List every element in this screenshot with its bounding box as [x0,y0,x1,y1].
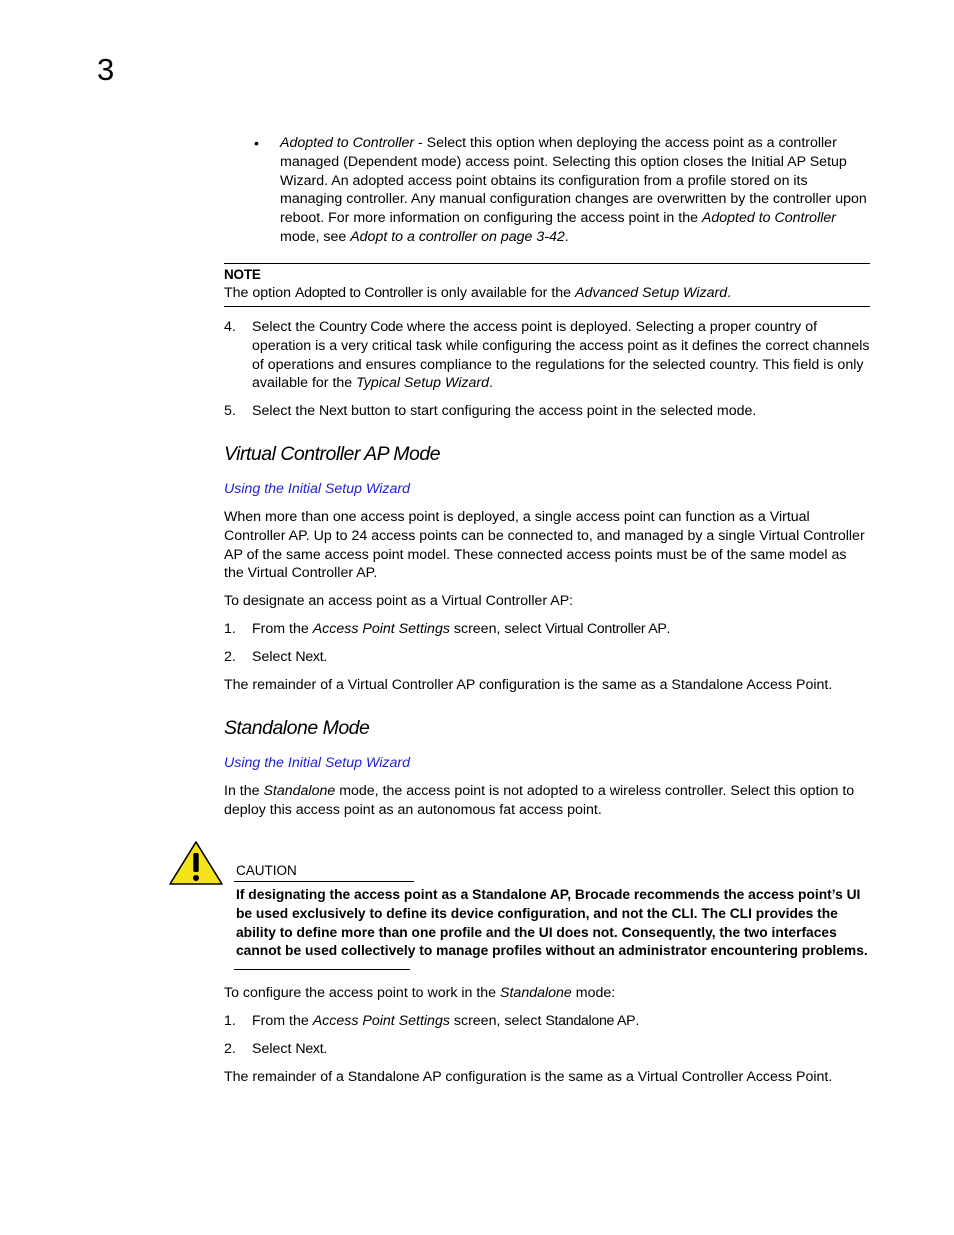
bullet-term: Adopted to Controller [280,135,415,151]
step-number: 4. [224,319,236,335]
standalone-step-next: Select Next. [252,1041,328,1057]
virtual-step-select: From the Access Point Settings screen, select Virtual Controller AP. [252,621,671,637]
link-initial-setup-wizard[interactable]: Using the Initial Setup Wizard [224,481,410,497]
note-bottom-rule [224,306,870,307]
standalone-para-intro: In the Standalone mode, the access point is not adopted to a wireless controller. Select this option to deploy this access point as an autonomous fat access point. [224,783,855,818]
note-title: NOTE [224,267,261,282]
link-initial-setup-wizard[interactable]: Using the Initial Setup Wizard [224,755,410,771]
virtual-para-designate: To designate an access point as a Virtual Controller AP: [224,593,574,609]
step-number: 5. [224,403,236,419]
note-top-rule [224,263,870,264]
step-country-code: Select the Country Code where the access point is deployed. Selecting a proper country of operation is a very critical task while configuring the access point as it defines the correct channels of operations and ensures compliance to the regulations for the selected country. This field is only available for the Typical Setup Wizard. [252,319,870,392]
bullet-marker: • [254,135,259,151]
step-next: Select the Next button to start configuring the access point in the selected mode. [252,403,757,419]
virtual-step-next: Select Next. [252,649,327,665]
cross-reference: Adopt to a controller on page 3-42 [350,228,565,245]
section-heading-standalone: Standalone Mode [224,717,370,739]
caution-top-rule [234,881,414,882]
standalone-para-remainder: The remainder of a Standalone AP configuration is the same as a Virtual Controller Access Point. [224,1069,833,1085]
standalone-step-select: From the Access Point Settings screen, select Standalone AP. [252,1013,640,1029]
step-number: 2. [224,1041,236,1057]
section-heading-virtual-controller: Virtual Controller AP Mode [224,443,441,465]
step-number: 1. [224,1013,236,1029]
standalone-para-configure: To configure the access point to work in the Standalone mode: [224,985,616,1001]
step-number: 2. [224,649,236,665]
caution-body: If designating the access point as a Standalone AP, Brocade recommends the access point’s UI be used exclusively to define its device configuration, and not the CLI. The CLI provides the ability to define more than one profile and the UI does not. Consequently, the two interfaces cannot be used collectively to manage profiles without an administrator encountering problems. [236,887,868,959]
caution-title: CAUTION [236,863,297,878]
chapter-number: 3 [97,52,115,87]
warning-triangle-icon [168,840,224,886]
virtual-para-remainder: The remainder of a Virtual Controller AP configuration is the same as a Standalone Access Point. [224,677,833,693]
bullet-adopted-to-controller: Adopted to Controller - Select this option when deploying the access point as a controller managed (Dependent mode) access point. Selecting this option closes the Initial AP Setup Wizard. An adopted access point obtains its configuration from a profile stored on its managing controller. Any manual configuration changes are overwritten by the controller upon reboot. For more information on configuring the access point in the Adopted to Controller mode, see Adopt to a controller on page 3-42. [280,135,867,245]
caution-bottom-rule [234,969,410,970]
step-number: 1. [224,621,236,637]
virtual-para-intro: When more than one access point is deployed, a single access point can function as a Virtual Controller AP. Up to 24 access points can be connected to, and managed by a single Virtual Controller AP of the same access point model. These connected access points must be of the same model as the Virtual Controller AP. [224,509,865,582]
note-body: The option Adopted to Controller is only available for the Advanced Setup Wizard. [224,285,732,301]
